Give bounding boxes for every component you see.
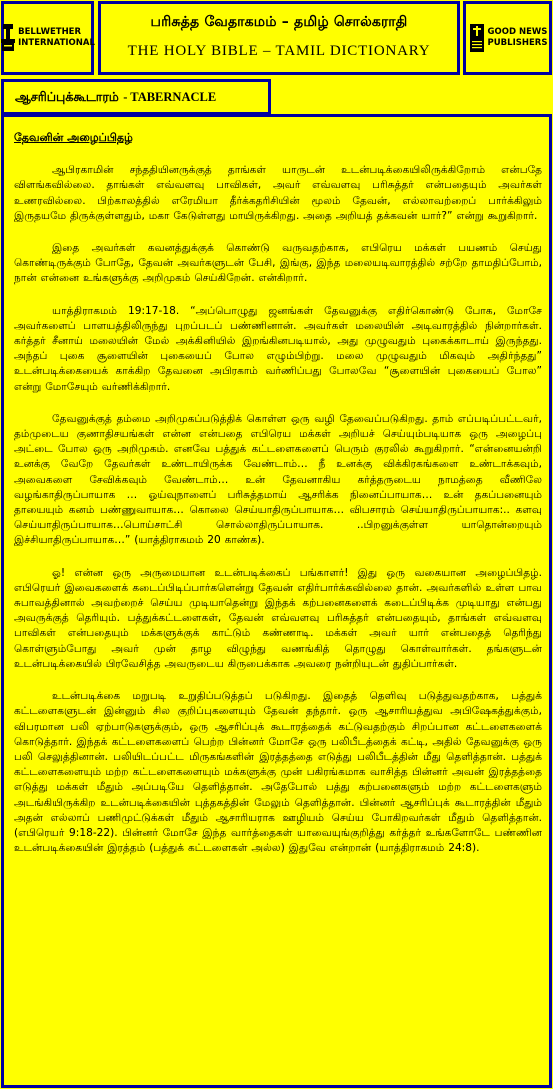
good-news-logo-text: GOOD NEWS PUBLISHERS — [487, 27, 548, 48]
paragraph: தேவனுக்குத் தம்மை அறிமுகப்படுத்திக் கொள்ள ஒரு வழி தேவைப்படுகிறது. தாம் எப்படிப்பட்டவர், தம்முடைய குணாதிசயங்கள் என்ன என்பதை எபிரெய மக்கள் அறியச் செய்யும்படியாக ஒரு அழைப்பு அட்டை போல ஒரு அறிமுகம். எனவே பத்துக் கட்டளைகளைப் பெரும் குரலில் கூறுகிறார். “என்னையன்றி உனக்கு வேறே தேவர்கள் உண்டாயிருக்க வேண்டாம்… நீ உனக்கு விக்கிரகங்களை உண்டாக்கவும், அவைகளை சேவிக்கவும் வேண்டாம்… உன் தேவனாகிய கர்த்தருடைய நாமத்தை வீணிலே வழங்காதிருப்பாயாக … ஓய்வுநாளைப் பரிசுத்தமாய் ஆசரிக்க நினைப்பாயாக… உன் தகப்பனையும் தாயையும் கனம் பண்ணுவாயாக… கொலை செய்யாதிருப்பாயாக… விபசாரம் செய்யாதிருப்பாயாக:.. களவு செய்யாதிருப்பாயாக…பொய்சாட்சி சொல்லாதிருப்பாயாக. ..பிறனுக்குள்ள யாதொன்றையும் இச்சியாதிருப்பாயாக…” (யாத்திராகமம் 20 காண்க). — [14, 412, 542, 547]
subject-heading — [1, 79, 271, 115]
paragraph: ஆபிரகாமின் சந்ததியினருக்குத் தாங்கள் யாருடன் உடன்படிக்கையிலிருக்கிறோம் என்பதே விளங்கவில்லை. தாங்கள் எவ்வளவு பாவிகள், அவர் எவ்வளவு பரிசுத்தர் என்பதையும் அவர்கள் உணரவில்லை. பிற்காலத்தில் எரேமியா தீர்க்கதரிசியின் மூலம் தேவன், எல்லாவற்றைப் பார்க்கிலும் இருதயமே திருக்குள்ளதும், மகா கேடுள்ளது மாயிருக்கிறது. அதை அறியத் தக்கவன் யார்?” என்று கூறுகிறார். — [14, 164, 542, 222]
good-news-logo[interactable] — [463, 1, 552, 75]
open-book-icon — [468, 21, 486, 55]
paragraph: ஓ! என்ன ஒரு அருமையான உடன்படிக்கைப் பங்காளர்! இது ஒரு வகையான அழைப்பிதழ். எபிரெயர் இவைகளைக் கடைப்பிடிப்பார்களென்று தேவன் எதிர்பார்க்கவில்லை தான். அவர்களில் உள்ள பாவ சுபாவத்தினால் அவற்றைச் செய்ய முடியாதென்று இந்தக் கற்பனைகளைக் கடைப்பிடிக்க முடியாது என்பது அவருக்குத் தெரியும். பத்துக்கட்டளைகள், தேவன் எவ்வளவு பரிசுத்தர் என்பதையும், தாங்கள் எவ்வளவு பாவிகள் என்பதையும் மக்களுக்குக் காட்டும் கண்ணாடி. மக்கள் அவர் யார் என்பதைத் தெரிந்து கொள்ளும்போது அவர் முன் தாழ விழுந்து வணங்கித் தொழுது கொள்வார்கள். தங்களுடன் உடன்படிக்கையில் பிரவேசித்த அவருடைய கிருபைக்காக அவரை நன்றியுடன் துதிப்பார்கள். — [14, 566, 542, 670]
article-body — [14, 130, 542, 873]
subject-english: - TABERNACLE — [123, 89, 217, 104]
title-block — [98, 1, 460, 75]
paragraph: உடன்படிக்கை மறுபடி உறுதிப்படுத்தப் படுகிறது. இதைத் தெளிவு படுத்துவதற்காக, பத்துக் கட்டளைகளுடன் இன்னும் சில குறிப்புகளையும் தேவன் தந்தார். ஒரு ஆசாரியத்துவ அபிஷேகத்துக்கும், விபரமான பலி ஏற்பாடுகளுக்கும், ஒரு ஆசரிப்புக் கூடாரத்தைக் கட்டுவதற்கும் சிறப்பான கட்டளைகளைக் கொடுத்தார். இந்தக் கட்டளைகளைப் பெற்ற பின்னர் மோசே ஒரு பலிபீடத்தைக் கட்டி, அதில் தேவனுக்கு ஒரு பலி செலுத்தினான். பலியிடப்பட்ட மிருகங்களின் இரத்தத்தை எடுத்து பலிபீடத்தின் மீது தெளித்தான். பத்துக் கட்டளைகளையும் மற்ற கட்டளைகளையும் மக்களுக்கு முன் பகிரங்கமாக வாசித்த பின்னர் அவன் இரத்தத்தை எடுத்து மக்கள் மீதும் அப்படியே தெளித்தான். அதேபோல் பத்து கற்பனைகளும் மற்ற கட்டளைகளும் அடங்கியிருக்கிற உடன்படிக்கையின் புத்தகத்தின் மேலும் தெளித்தான். பின்னர் ஆசரிப்புக் கூடாரத்தின் மீதும் அதன் எல்லாப் பணிமுட்டுக்கள் மீதும் ஆசாரியராக ஊழியம் செய்ய போகிறவர்கள் மீதும் தெளித்தான். (எபிரெயர் 9:18-22). பின்னர் மோசே இந்த வார்த்தைகள் யாவையுங்குறித்து கர்த்தர் உங்களோடே பண்ணின உடன்படிக்கையின் இரத்தம் (பத்துக் கட்டளைகள் அல்ல) இதுவே என்றான் (யாத்திராகமம் 24:8). — [14, 690, 542, 855]
paragraph: யாத்திராகமம் 19:17-18. “அப்பொழுது ஜனங்கள் தேவனுக்கு எதிர்கொண்டு போக, மோசே அவர்களைப் பாளயத்திலிருந்து புறப்படப் பண்ணினான். அவர்கள் மலையின் அடிவாரத்தில் நின்றார்கள். கர்த்தர் சீனாய் மலையின் மேல் அக்கினியில் இறங்கினபடியால், அது முழுவதும் புகைக்காடாய் இருந்தது. அந்தப் புகை சூளையின் புகையைப் போல எழும்பிற்று. மலை முழுவதும் மிகவும் அதிர்ந்தது” உடன்படிக்கையைக் காக்கிற தேவனை அபிரகாம் வர்ணிப்பது போலவே “சூளையின் புகையைப் போல” என்று மோசேயும் வர்ணிக்கிறார். — [14, 304, 542, 393]
article-heading: தேவனின் அழைப்பிதழ் — [14, 131, 133, 144]
title-english: THE HOLY BIBLE – TAMIL DICTIONARY — [127, 43, 431, 59]
subject-tamil: ஆசரிப்புக்கூடாரம் — [15, 88, 119, 104]
header — [0, 0, 553, 80]
paragraph: இதை அவர்கள் கவனத்துக்குக் கொண்டு வருவதற்காக, எபிரெய மக்கள் பயணம் செய்து கொண்டிருக்கும் போதே, தேவன் அவர்களுடன் பேசி, இங்கு, இந்த மலையடிவாரத்தில் சற்றே தாமதிப்போம், நான் என்னை உங்களுக்கு அறிமுகம் செய்கிறேன். என்கிறார். — [14, 242, 542, 285]
bible-book-icon — [0, 22, 16, 54]
bellwether-logo-text: BELLWETHER INTERNATIONAL — [18, 27, 95, 48]
title-tamil: பரிசுத்த வேதாகமம் – தமிழ் சொல்கராதி — [150, 14, 408, 30]
bellwether-logo[interactable] — [1, 1, 94, 75]
